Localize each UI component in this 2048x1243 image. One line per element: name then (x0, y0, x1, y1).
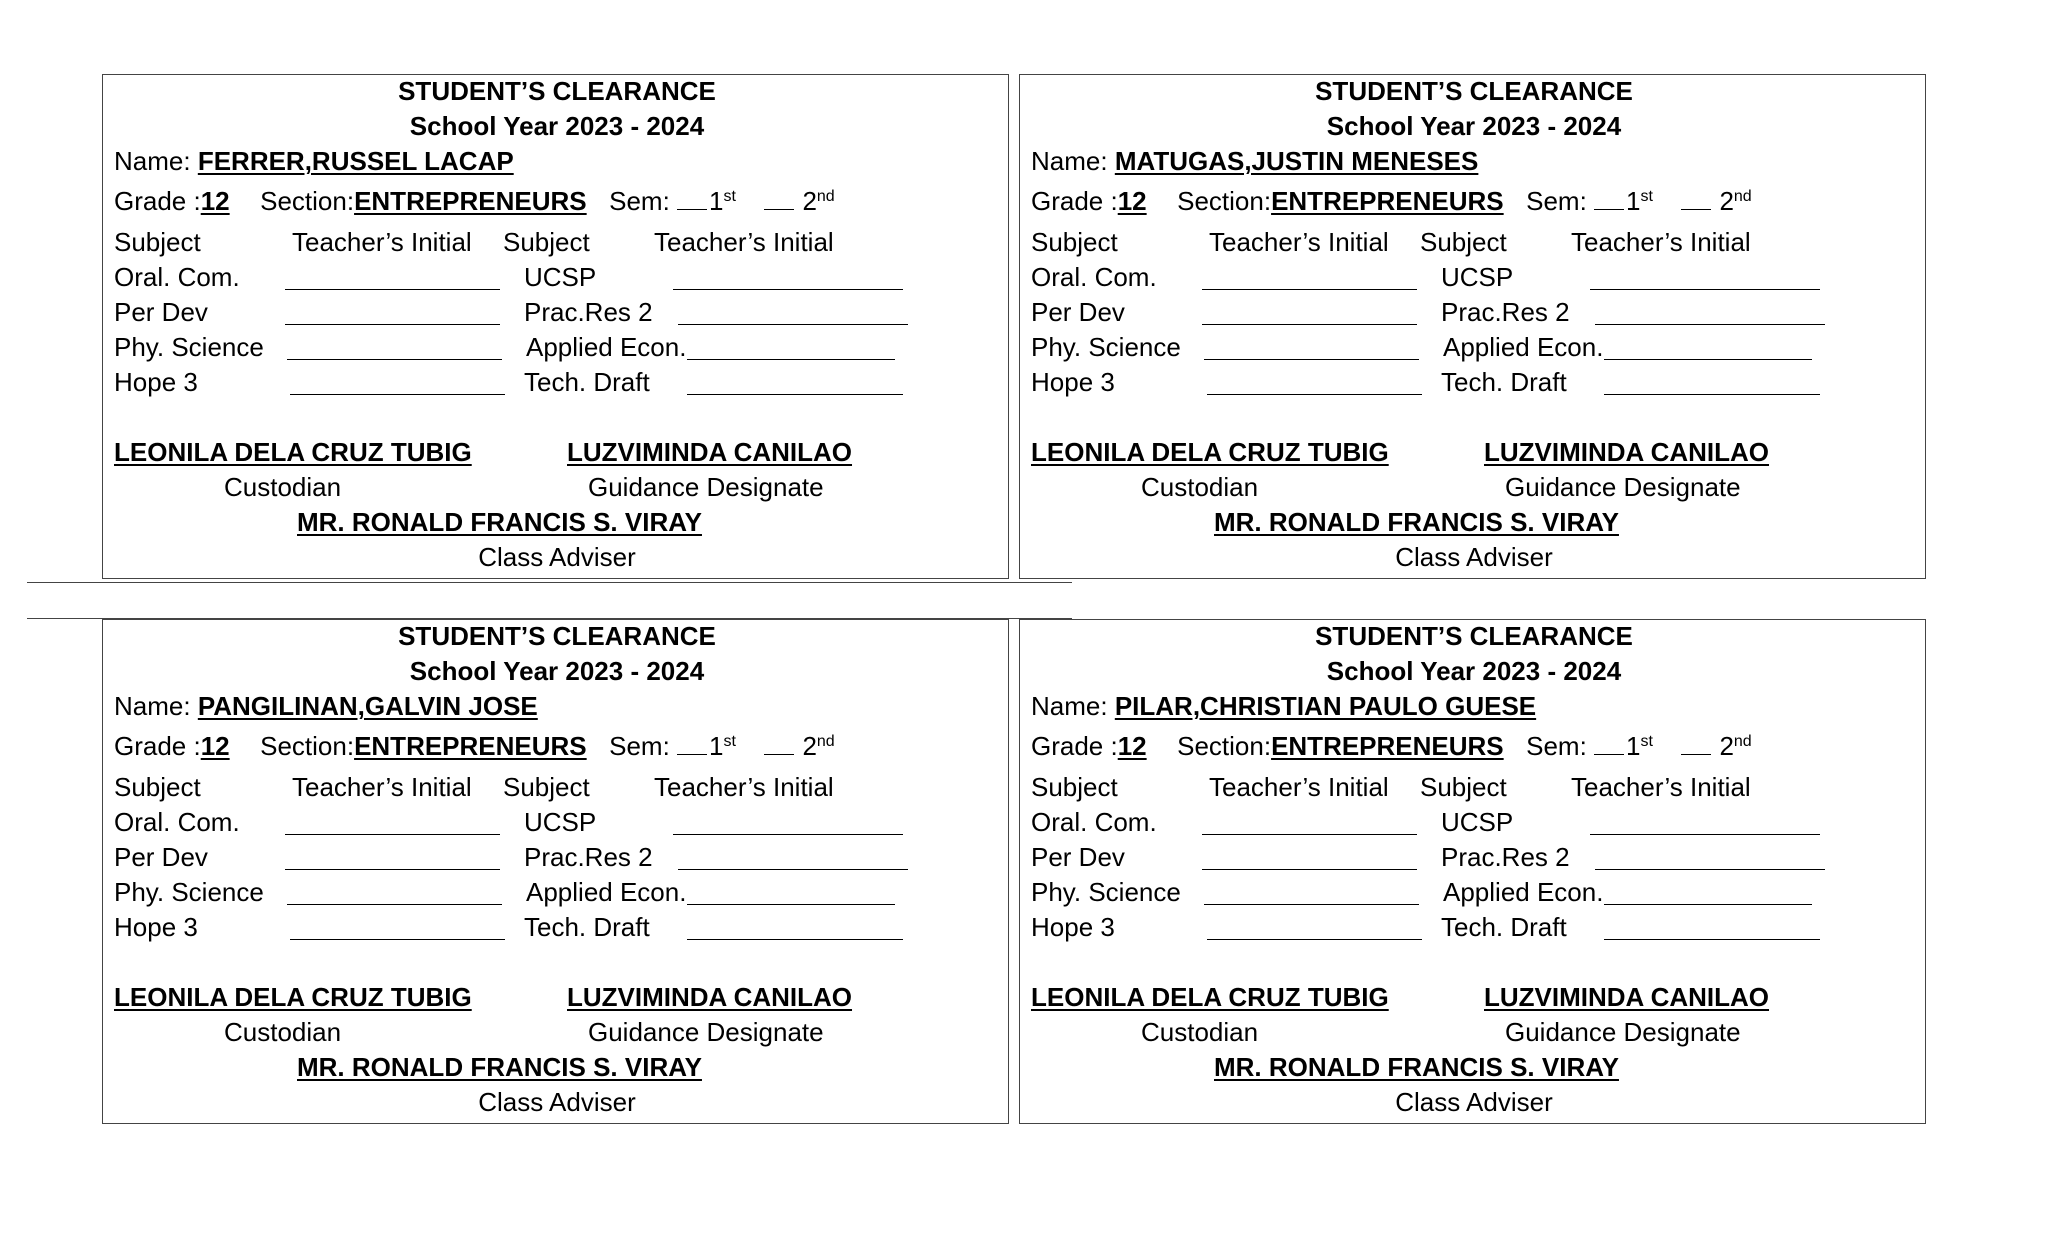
adviser-name: MR. RONALD FRANCIS S. VIRAY (297, 1052, 702, 1082)
sem-first-blank[interactable] (1594, 208, 1624, 210)
teacher-initial-line[interactable] (285, 324, 500, 325)
student-name-line (114, 691, 538, 721)
grade-section-line (114, 186, 835, 216)
adviser-role: Class Adviser (478, 542, 636, 572)
custodian-name: LEONILA DELA CRUZ TUBIG (114, 982, 472, 1012)
initial-header-right: Teacher’s Initial (654, 772, 834, 802)
initial-header-left: Teacher’s Initial (292, 772, 472, 802)
adviser-role: Class Adviser (1395, 1087, 1553, 1117)
subject-label-left: Phy. Science (114, 332, 264, 362)
teacher-initial-line[interactable] (290, 394, 505, 395)
subject-header-right: Subject (503, 227, 590, 257)
student-name: PILAR,CHRISTIAN PAULO GUESE (1114, 691, 1537, 721)
section-value: ENTREPRENEURS (354, 731, 587, 761)
teacher-initial-line[interactable] (687, 359, 895, 360)
teacher-initial-line[interactable] (1202, 324, 1417, 325)
adviser-role: Class Adviser (478, 1087, 636, 1117)
subject-label-left: Phy. Science (1031, 877, 1181, 907)
grade-label: Grade : (114, 731, 201, 761)
teacher-initial-line[interactable] (1204, 359, 1419, 360)
grade-label: Grade : (114, 186, 201, 216)
grade-value: 12 (200, 731, 230, 761)
guidance-name: LUZVIMINDA CANILAO (567, 437, 853, 467)
sem-first: 1 (1626, 186, 1641, 216)
subject-label-left: Per Dev (114, 297, 208, 327)
student-name: MATUGAS,JUSTIN MENESES (1114, 146, 1479, 176)
sem-second: 2 (1719, 731, 1734, 761)
sem-first-blank[interactable] (1594, 753, 1624, 755)
clearance-card-4 (1019, 619, 1926, 1124)
sem-first-suffix: st (723, 733, 736, 750)
teacher-initial-line[interactable] (673, 834, 903, 835)
initial-header-left: Teacher’s Initial (292, 227, 472, 257)
teacher-initial-line[interactable] (285, 289, 500, 290)
sem-first: 1 (709, 731, 724, 761)
student-name-line (114, 146, 514, 176)
name-label: Name: (1031, 146, 1108, 176)
grade-section-line (1031, 731, 1752, 761)
custodian-role: Custodian (1141, 1017, 1259, 1047)
subject-header-left: Subject (1031, 772, 1118, 802)
teacher-initial-line[interactable] (287, 904, 502, 905)
subject-label-right: Tech. Draft (524, 912, 650, 942)
clearance-card-1 (102, 74, 1009, 579)
teacher-initial-line[interactable] (1604, 394, 1820, 395)
teacher-initial-line[interactable] (285, 834, 500, 835)
adviser-role: Class Adviser (1395, 542, 1553, 572)
teacher-initial-line[interactable] (687, 904, 895, 905)
grade-label: Grade : (1031, 186, 1118, 216)
sem-first-blank[interactable] (677, 753, 707, 755)
subject-label-left: Oral. Com. (114, 262, 240, 292)
custodian-name: LEONILA DELA CRUZ TUBIG (114, 437, 472, 467)
sem-second: 2 (1719, 186, 1734, 216)
custodian-role: Custodian (224, 472, 342, 502)
subject-label-right: Applied Econ. (526, 877, 687, 907)
teacher-initial-line[interactable] (1590, 834, 1820, 835)
initial-header-left: Teacher’s Initial (1209, 772, 1389, 802)
teacher-initial-line[interactable] (1604, 359, 1812, 360)
student-name: PANGILINAN,GALVIN JOSE (197, 691, 538, 721)
clearance-title: STUDENT’S CLEARANCE (1315, 621, 1633, 651)
subject-label-left: Hope 3 (1031, 912, 1115, 942)
subject-header-right: Subject (1420, 227, 1507, 257)
sem-first-suffix: st (1640, 733, 1653, 750)
subject-header-left: Subject (114, 772, 201, 802)
sem-second: 2 (802, 186, 817, 216)
subject-label-right: Prac.Res 2 (524, 297, 653, 327)
teacher-initial-line[interactable] (687, 939, 903, 940)
sem-second-blank[interactable] (764, 208, 794, 210)
school-year: School Year 2023 - 2024 (409, 111, 705, 141)
grade-section-line (114, 731, 835, 761)
teacher-initial-line[interactable] (290, 939, 505, 940)
custodian-name: LEONILA DELA CRUZ TUBIG (1031, 437, 1389, 467)
sem-first-suffix: st (1640, 188, 1653, 205)
subject-label-right: UCSP (524, 262, 597, 292)
sem-first-suffix: st (723, 188, 736, 205)
sem-second-suffix: nd (1733, 733, 1752, 750)
sem-second-suffix: nd (816, 188, 835, 205)
guidance-role: Guidance Designate (588, 1017, 824, 1047)
card-content (114, 620, 1000, 1123)
teacher-initial-line[interactable] (1202, 834, 1417, 835)
teacher-initial-line[interactable] (678, 324, 908, 325)
subject-label-right: Applied Econ. (526, 332, 687, 362)
subject-label-right: Tech. Draft (1441, 912, 1567, 942)
guidance-name: LUZVIMINDA CANILAO (1484, 982, 1770, 1012)
card-content (1031, 620, 1917, 1123)
section-value: ENTREPRENEURS (1271, 731, 1504, 761)
sem-first-blank[interactable] (677, 208, 707, 210)
teacher-initial-line[interactable] (1202, 289, 1417, 290)
student-name-line (1031, 146, 1478, 176)
sem-first: 1 (1626, 731, 1641, 761)
subject-label-left: Phy. Science (114, 877, 264, 907)
card-content (1031, 75, 1917, 578)
subject-header-left: Subject (1031, 227, 1118, 257)
guidance-name: LUZVIMINDA CANILAO (567, 982, 853, 1012)
subject-label-left: Oral. Com. (114, 807, 240, 837)
initial-header-right: Teacher’s Initial (654, 227, 834, 257)
card-content (114, 75, 1000, 578)
subject-label-left: Per Dev (1031, 297, 1125, 327)
adviser-name: MR. RONALD FRANCIS S. VIRAY (297, 507, 702, 537)
teacher-initial-line[interactable] (678, 869, 908, 870)
clearance-title: STUDENT’S CLEARANCE (398, 76, 716, 106)
subject-label-right: Tech. Draft (524, 367, 650, 397)
teacher-initial-line[interactable] (1204, 904, 1419, 905)
guidance-name: LUZVIMINDA CANILAO (1484, 437, 1770, 467)
teacher-initial-line[interactable] (287, 359, 502, 360)
subject-label-right: UCSP (524, 807, 597, 837)
grade-label: Grade : (1031, 731, 1118, 761)
cut-line-top (27, 582, 1072, 583)
teacher-initial-line[interactable] (1604, 939, 1820, 940)
student-name-line (1031, 691, 1536, 721)
clearance-card-3 (102, 619, 1009, 1124)
teacher-initial-line[interactable] (1202, 869, 1417, 870)
grade-value: 12 (1117, 186, 1147, 216)
grade-section-line (1031, 186, 1752, 216)
section-label: Section: (260, 186, 355, 216)
sem-second-suffix: nd (1733, 188, 1752, 205)
initial-header-left: Teacher’s Initial (1209, 227, 1389, 257)
subject-label-right: Prac.Res 2 (1441, 297, 1570, 327)
subject-label-right: Prac.Res 2 (1441, 842, 1570, 872)
section-value: ENTREPRENEURS (354, 186, 587, 216)
guidance-role: Guidance Designate (588, 472, 824, 502)
subject-label-right: UCSP (1441, 807, 1514, 837)
section-value: ENTREPRENEURS (1271, 186, 1504, 216)
subject-label-left: Hope 3 (1031, 367, 1115, 397)
teacher-initial-line[interactable] (1595, 324, 1825, 325)
subject-header-left: Subject (114, 227, 201, 257)
subject-label-left: Hope 3 (114, 912, 198, 942)
sem-second-suffix: nd (816, 733, 835, 750)
guidance-role: Guidance Designate (1505, 1017, 1741, 1047)
grade-value: 12 (200, 186, 230, 216)
teacher-initial-line[interactable] (1207, 394, 1422, 395)
subject-label-right: Prac.Res 2 (524, 842, 653, 872)
subject-label-left: Per Dev (114, 842, 208, 872)
teacher-initial-line[interactable] (687, 394, 903, 395)
section-label: Section: (260, 731, 355, 761)
subject-label-right: Tech. Draft (1441, 367, 1567, 397)
name-label: Name: (114, 146, 191, 176)
custodian-name: LEONILA DELA CRUZ TUBIG (1031, 982, 1389, 1012)
subject-header-right: Subject (1420, 772, 1507, 802)
adviser-name: MR. RONALD FRANCIS S. VIRAY (1214, 507, 1619, 537)
teacher-initial-line[interactable] (1604, 904, 1812, 905)
sem-label: Sem: (609, 731, 670, 761)
section-label: Section: (1177, 186, 1272, 216)
clearance-title: STUDENT’S CLEARANCE (1315, 76, 1633, 106)
subject-label-right: UCSP (1441, 262, 1514, 292)
student-name: FERRER,RUSSEL LACAP (197, 146, 514, 176)
school-year: School Year 2023 - 2024 (1326, 111, 1622, 141)
school-year: School Year 2023 - 2024 (409, 656, 705, 686)
sem-second-blank[interactable] (1681, 208, 1711, 210)
subject-header-right: Subject (503, 772, 590, 802)
clearance-title: STUDENT’S CLEARANCE (398, 621, 716, 651)
name-label: Name: (1031, 691, 1108, 721)
teacher-initial-line[interactable] (1595, 869, 1825, 870)
initial-header-right: Teacher’s Initial (1571, 772, 1751, 802)
teacher-initial-line[interactable] (673, 289, 903, 290)
subject-label-left: Hope 3 (114, 367, 198, 397)
sem-label: Sem: (1526, 731, 1587, 761)
teacher-initial-line[interactable] (285, 869, 500, 870)
clearance-card-2 (1019, 74, 1926, 579)
subject-label-left: Per Dev (1031, 842, 1125, 872)
custodian-role: Custodian (1141, 472, 1259, 502)
name-label: Name: (114, 691, 191, 721)
sem-label: Sem: (1526, 186, 1587, 216)
adviser-name: MR. RONALD FRANCIS S. VIRAY (1214, 1052, 1619, 1082)
subject-label-left: Phy. Science (1031, 332, 1181, 362)
sem-label: Sem: (609, 186, 670, 216)
guidance-role: Guidance Designate (1505, 472, 1741, 502)
subject-label-right: Applied Econ. (1443, 877, 1604, 907)
subject-label-left: Oral. Com. (1031, 262, 1157, 292)
subject-label-right: Applied Econ. (1443, 332, 1604, 362)
school-year: School Year 2023 - 2024 (1326, 656, 1622, 686)
custodian-role: Custodian (224, 1017, 342, 1047)
teacher-initial-line[interactable] (1590, 289, 1820, 290)
sem-second-blank[interactable] (1681, 753, 1711, 755)
subject-label-left: Oral. Com. (1031, 807, 1157, 837)
sem-second-blank[interactable] (764, 753, 794, 755)
teacher-initial-line[interactable] (1207, 939, 1422, 940)
grade-value: 12 (1117, 731, 1147, 761)
sem-second: 2 (802, 731, 817, 761)
sem-first: 1 (709, 186, 724, 216)
section-label: Section: (1177, 731, 1272, 761)
initial-header-right: Teacher’s Initial (1571, 227, 1751, 257)
